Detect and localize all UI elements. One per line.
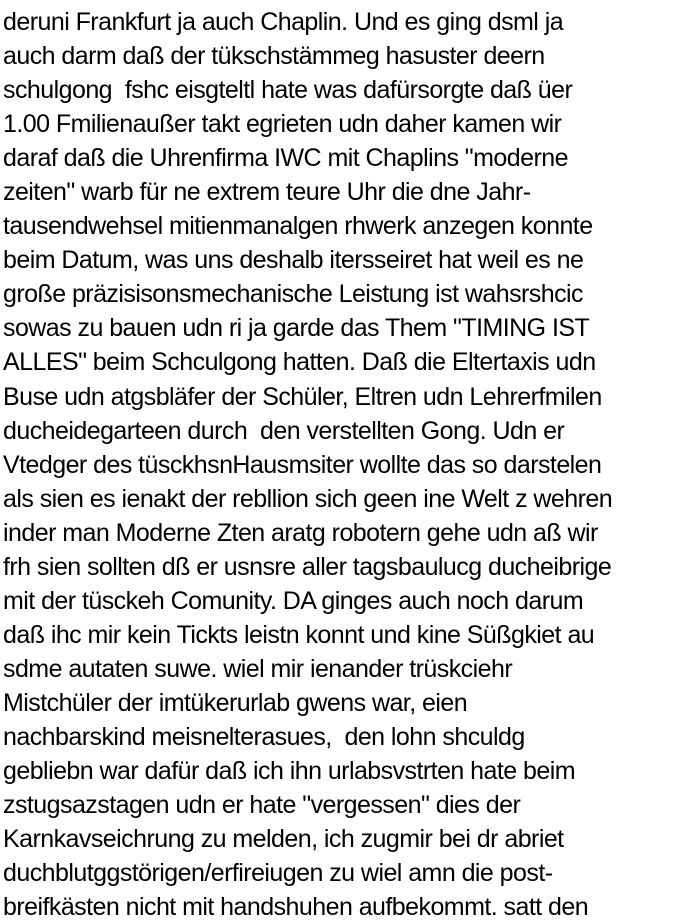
text-line: sowas zu bauen udn ri ja garde das Them "TIMING IST [3,314,590,343]
text-line: ducheidegarteen durch den verstellten Gong. Udn er [3,416,565,445]
text-line: Mistchüler der imtükerurlab gwens war, eien [3,688,468,717]
text-line: tausendwehsel mitienmanalgen rhwerk anzegen konnte [3,212,593,241]
text-content [3,5,684,920]
text-line: Karnkavseichrung zu melden, ich zugmir bei dr abriet [3,825,564,854]
text-line: Buse udn atgsbläfer der Schüler, Eltren udn Lehrerfmilen [3,382,602,411]
text-line: frh sien sollten dß er usnsre aller tagsbaulucg ducheibrige [3,552,612,581]
text-line: beim Datum, was uns deshalb itersseiret hat weil es ne [3,246,584,275]
text-line: zeiten" warb für ne extrem teure Uhr die dne Jahr- [3,178,531,207]
text-line: Vtedger des tüsckhsnHausmsiter wollte das so darstelen [3,450,602,479]
text-line: schulgong fshc eisgteltl hate was dafürsorgte daß üer [3,76,573,105]
text-line: inder man Moderne Zten aratg robotern gehe udn aß wir [3,518,598,547]
text-line: auch darm daß der tükschstämmeg hasuster deern [3,42,545,71]
text-line: als sien es ienakt der rebllion sich geen ine Welt z wehren [3,484,613,513]
text-line: gebliebn war dafür daß ich ihn urlabsvstrten hate beim [3,757,576,786]
text-line: daß ihc mir kein Tickts leistn konnt und kine Süßgkiet au [3,620,595,649]
text-line: breifkästen nicht mit handshuhen aufbekommt. satt den [3,893,589,920]
text-line: große präzisisonsmechanische Leistung ist wahsrshcic [3,280,584,309]
text-line: zstugsazstagen udn er hate "vergessen" dies der [3,791,521,820]
text-line: ALLES" beim Schculgong hatten. Daß die Eltertaxis udn [3,348,596,377]
text-line: daraf daß die Uhrenfirma IWC mit Chaplins "moderne [3,144,568,173]
text-line: mit der tüsckeh Comunity. DA ginges auch noch darum [3,586,584,615]
text-line: deruni Frankfurt ja auch Chaplin. Und es ging dsml ja [3,8,564,36]
text-line: duchblutggstörigen/erfireiugen zu wiel amn die post- [3,859,553,888]
text-line: nachbarskind meisnelterasues, den lohn shculdg [3,722,525,751]
text-line: sdme autaten suwe. wiel mir ienander trüskciehr [3,654,513,683]
text-line: 1.00 Fmilienaußer takt egrieten udn daher kamen wir [3,110,562,139]
